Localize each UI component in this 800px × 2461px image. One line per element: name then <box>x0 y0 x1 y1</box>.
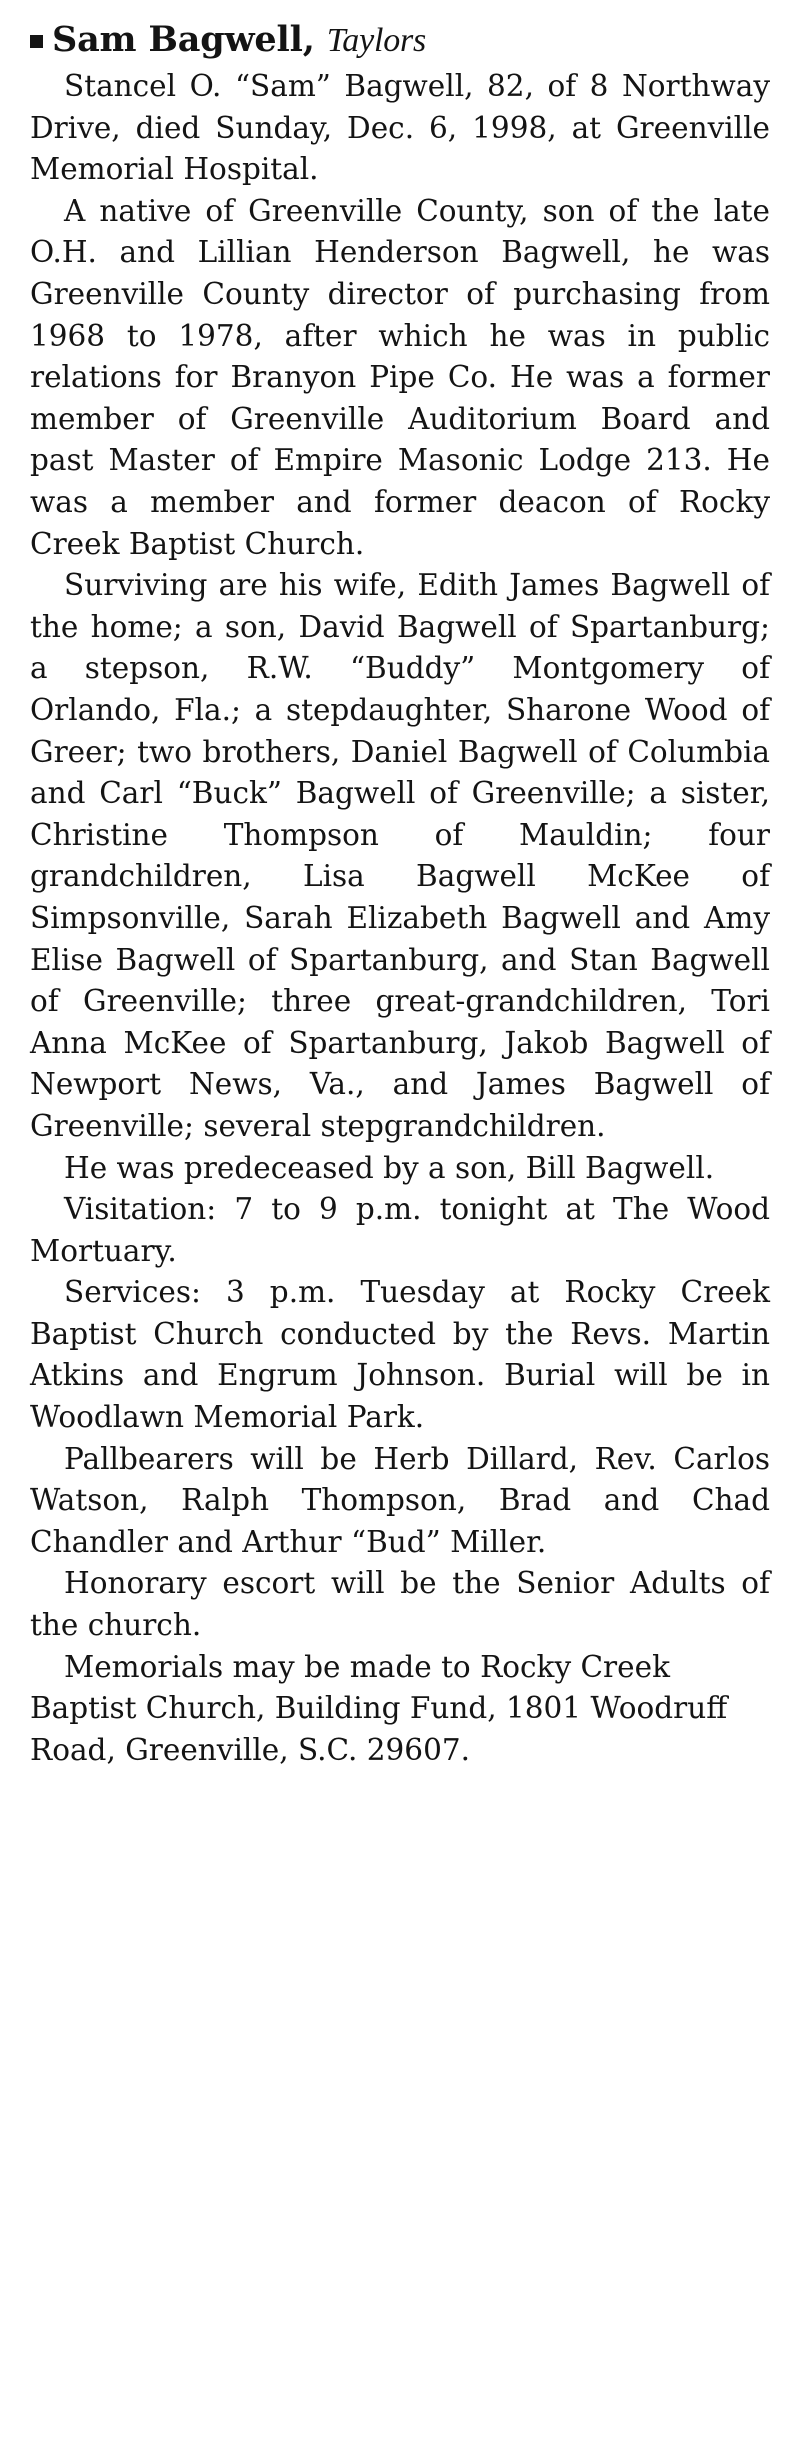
deceased-town: Taylors <box>326 22 427 59</box>
obituary-article <box>30 20 770 1771</box>
deceased-name: Sam Bagwell, <box>52 19 315 60</box>
obituary-paragraph: Pallbearers will be Herb Dillard, Rev. Carlos Watson, Ralph Thompson, Brad and Chad Chandler and Arthur “Bud” Miller. <box>30 1441 770 1559</box>
obituary-paragraph: Stancel O. “Sam” Bagwell, 82, of 8 Northway Drive, died Sunday, Dec. 6, 1998, at Greenville Memorial Hospital. <box>30 69 770 187</box>
obituary-paragraph: Surviving are his wife, Edith James Bagwell of the home; a son, David Bagwell of Spartanburg; a stepson, R.W. “Buddy” Montgomery of Orlando, Fla.; a stepdaughter, Sharone Wood of Greer; two brothers, Daniel Bagwell of Columbia and Carl “Buck” Bagwell of Greenville; a sister, Christine Thompson of Mauldin; four grandchildren, Lisa Bagwell McKee of Simpsonville, Sarah Elizabeth Bagwell and Amy Elise Bagwell of Spartanburg, and Stan Bagwell of Greenville; three great-grandchildren, Tori Anna McKee of Spartanburg, Jakob Bagwell of Newport News, Va., and James Bagwell of Greenville; several stepgrandchildren. <box>30 568 770 1143</box>
obituary-headline <box>30 20 770 60</box>
obituary-paragraph: Memorials may be made to Rocky Creek Baptist Church, Building Fund, 1801 Woodruff Road, Greenville, S.C. 29607. <box>30 1649 728 1767</box>
obituary-paragraph: Honorary escort will be the Senior Adults of the church. <box>30 1566 770 1643</box>
obituary-paragraph: He was predeceased by a son, Bill Bagwell. <box>64 1150 715 1185</box>
obituary-paragraph: Services: 3 p.m. Tuesday at Rocky Creek Baptist Church conducted by the Revs. Martin Atkins and Engrum Johnson. Burial will be in Woodlawn Memorial Park. <box>30 1275 770 1435</box>
obituary-paragraph: A native of Greenville County, son of the late O.H. and Lillian Henderson Bagwell, he was Greenville County director of purchasing from 1968 to 1978, after which he was in public relations for Branyon Pipe Co. He was a former member of Greenville Auditorium Board and past Master of Empire Masonic Lodge 213. He was a member and former deacon of Rocky Creek Baptist Church. <box>30 193 770 561</box>
page-bottom-divider <box>60 2452 360 2454</box>
obituary-paragraph: Visitation: 7 to 9 p.m. tonight at The Wood Mortuary. <box>30 1192 770 1268</box>
square-bullet-icon <box>30 35 43 48</box>
